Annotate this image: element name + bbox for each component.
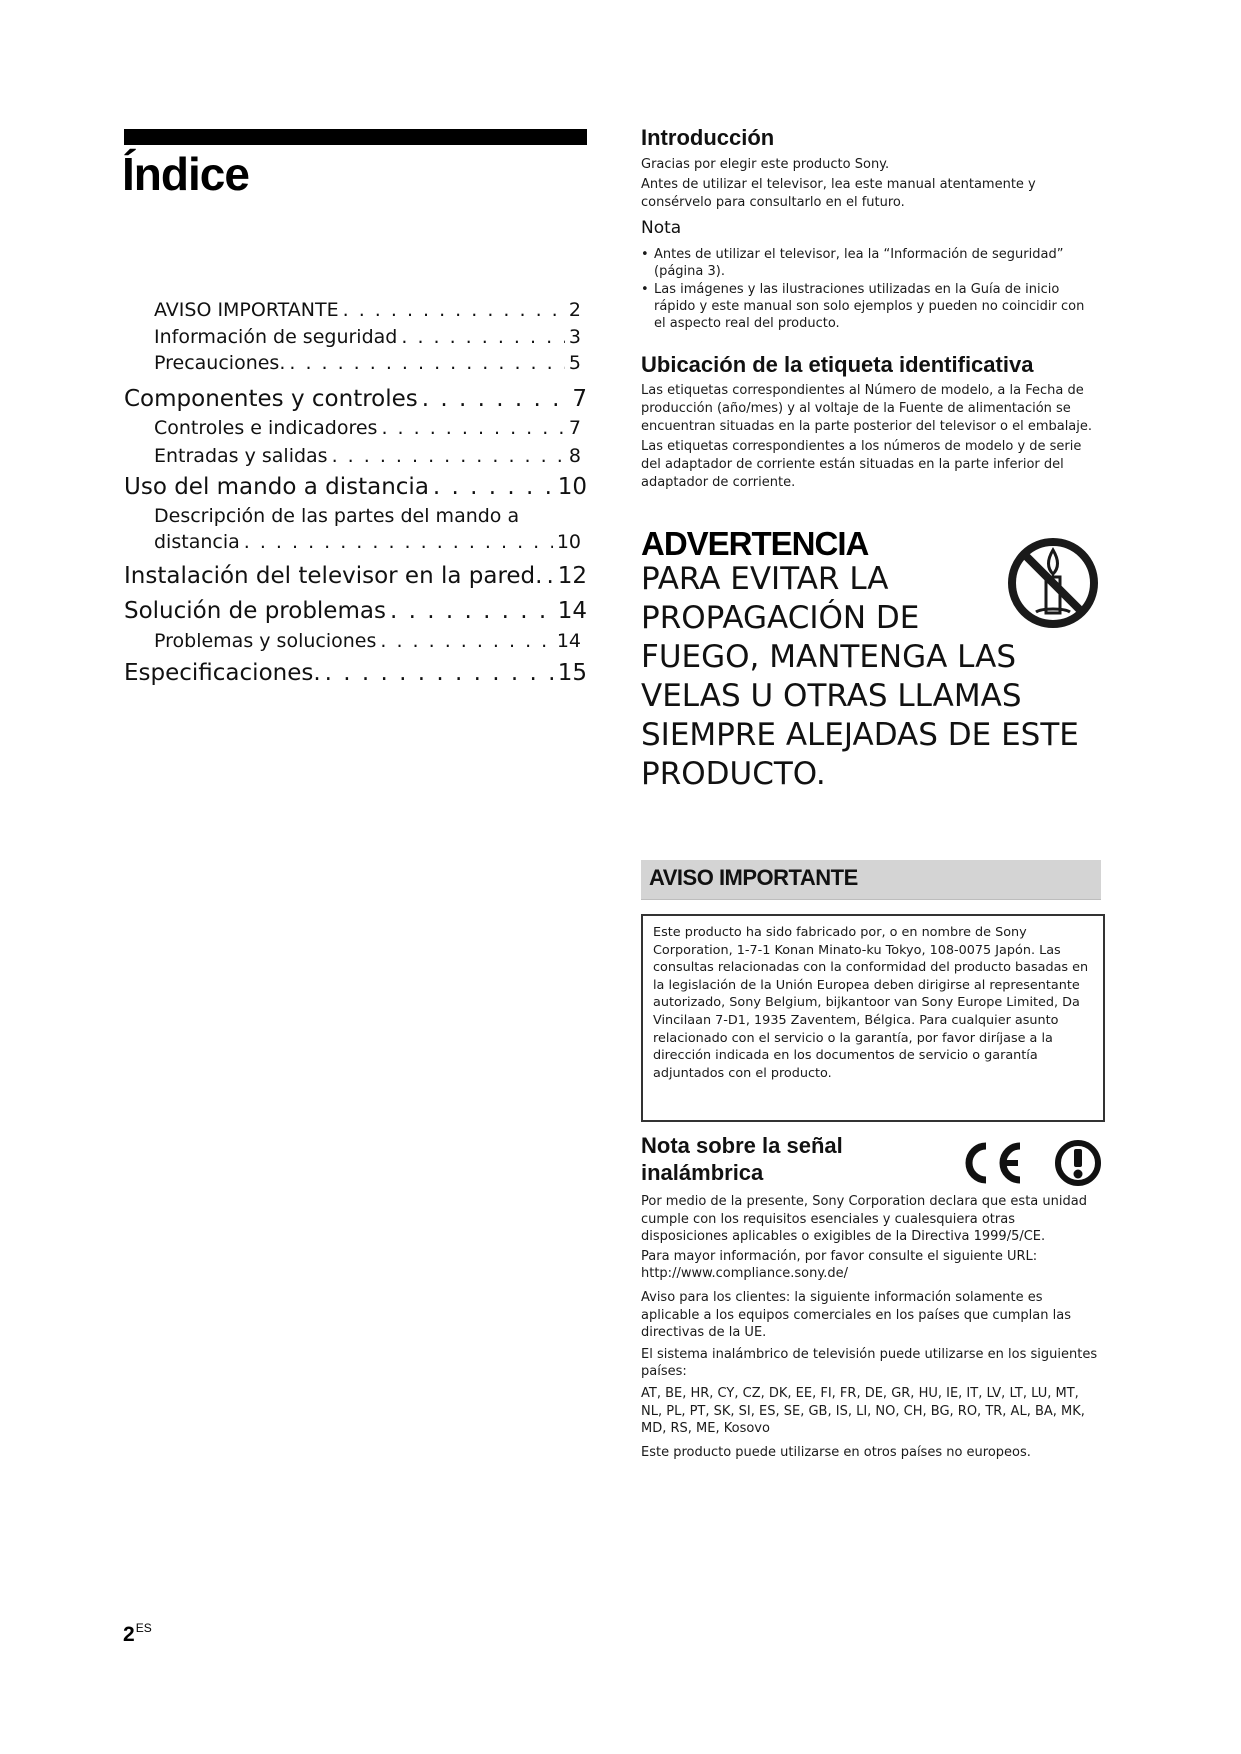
toc-entry-label: Problemas y soluciones [154, 630, 377, 652]
label-location-body [641, 382, 1101, 494]
toc-entry-label: Información de seguridad [154, 326, 398, 348]
note-list [641, 246, 1096, 333]
toc-entry-page: 5 [568, 352, 581, 374]
toc-entry-page: 10 [556, 531, 581, 553]
toc-entry-aviso-importante[interactable] [154, 299, 581, 321]
intro-paragraph: Antes de utilizar el televisor, lea este manual atentamente y consérvelo para consultarlo en el futuro. [641, 177, 1036, 210]
toc-entry-page: 7 [568, 417, 581, 439]
toc-entry-especificaciones[interactable] [124, 660, 587, 686]
warning-line: PRODUCTO. [641, 756, 826, 792]
toc-entry-controles-indicadores[interactable] [154, 417, 581, 439]
toc-entry-label: Uso del mando a distancia [124, 474, 429, 500]
warning-line: SIEMPRE ALEJADAS DE ESTE [641, 717, 1079, 753]
warning-line: PROPAGACIÓN DE [641, 600, 920, 636]
warning-line: VELAS U OTRAS LLAMAS [641, 678, 1022, 714]
warning-heading: ADVERTENCIA [641, 525, 869, 562]
toc-entry-label: Precauciones. [154, 352, 286, 374]
note-heading: Nota [641, 218, 682, 238]
toc-entry-componentes-controles[interactable] [124, 386, 587, 412]
toc-entry-page: 14 [557, 598, 587, 624]
toc-entry-label: Entradas y salidas [154, 445, 328, 467]
page-language-suffix: ES [135, 1621, 152, 1635]
toc-entry-page: 12 [557, 563, 587, 589]
alert-class-2-icon [1058, 1143, 1098, 1183]
toc-entry-informacion-seguridad[interactable] [154, 326, 581, 348]
toc-entry-page: 10 [557, 474, 587, 500]
toc-entry-page: 2 [568, 299, 581, 321]
note-item: • Antes de utilizar el televisor, lea la “Información de seguridad” (página 3). [641, 246, 1096, 280]
wireless-heading-line2: inalámbrica [641, 1160, 764, 1185]
toc-entry-precauciones[interactable] [154, 352, 581, 374]
wireless-paragraph: Aviso para los clientes: la siguiente información solamente es aplicable a los equipos comerciales en los países que cumplan las directivas de la UE. [641, 1289, 1071, 1341]
wireless-country-list: AT, BE, HR, CY, CZ, DK, EE, FI, FR, DE, GR, HU, IE, IT, LV, LT, LU, MT, NL, PL, PT, SK, SI, ES, SE, GB, IS, LI, NO, CH, BG, RO, TR, AL, BA, MK, MD, RS, ME, Kosovo [641, 1385, 1085, 1437]
intro-paragraph: Gracias por elegir este producto Sony. [641, 157, 890, 172]
warning-line: PARA EVITAR LA [641, 561, 889, 597]
toc-entry-descripcion-mando-line2[interactable] [154, 531, 581, 553]
toc-entry-uso-mando[interactable] [124, 474, 587, 500]
index-title: Índice [122, 148, 249, 200]
important-notice-banner [641, 860, 1101, 900]
label-location-paragraph: Las etiquetas correspondientes a los números de modelo y de serie del adaptador de corriente están situadas en la parte inferior del adaptador de corriente. [641, 439, 1082, 490]
toc-entry-label: AVISO IMPORTANTE [154, 299, 339, 321]
label-location-paragraph: Las etiquetas correspondientes al Número de modelo, a la Fecha de producción (año/mes) y al voltaje de la Fuente de alimentación se encuentran situadas en la parte posterior del televisor o el embalaje. [641, 383, 1093, 434]
toc-entry-page: 7 [572, 386, 587, 412]
wireless-paragraph: Por medio de la presente, Sony Corporation declara que esta unidad cumple con los requisitos esenciales y cualesquiera otras disposiciones aplicables o exigibles de la Directiva 1999/5/CE. [641, 1194, 1087, 1245]
wireless-heading-line1: Nota sobre la señal [641, 1133, 843, 1158]
page-number: $2^{ES}$ [123, 1621, 152, 1646]
toc-entry-page: 8 [568, 445, 581, 467]
wireless-paragraph: El sistema inalámbrico de televisión puede utilizarse en los siguientes países: [641, 1346, 1098, 1380]
index-heading-rule [124, 129, 587, 145]
toc-entry-page: 14 [556, 630, 581, 652]
toc-entry-descripcion-mando-line1[interactable]: Descripción de las partes del mando a [154, 505, 520, 527]
toc-entry-page: 3 [568, 326, 581, 348]
toc-entry-label: Especificaciones. [124, 660, 321, 686]
important-notice-heading: AVISO IMPORTANTE [649, 865, 858, 890]
toc-entry-entradas-salidas[interactable] [154, 445, 581, 467]
toc-entry-label: distancia [154, 531, 240, 553]
wireless-paragraph: Este producto puede utilizarse en otros países no europeos. [641, 1444, 1031, 1460]
note-item: • Las imágenes y las ilustraciones utilizadas en la Guía de inicio rápido y este manual son solo ejemplos y pueden no coincidir con el aspecto real del producto. [641, 281, 1096, 332]
toc-entry-problemas-soluciones[interactable] [154, 630, 581, 652]
wireless-body [641, 1193, 1101, 1463]
compliance-marks [956, 1138, 1104, 1188]
toc-entry-instalacion-pared[interactable] [124, 563, 587, 589]
ce-mark-icon [969, 1146, 1020, 1180]
label-location-heading: Ubicación de la etiqueta identificativa [641, 352, 1034, 377]
intro-heading: Introducción [641, 125, 775, 150]
important-notice-box: Este producto ha sido fabricado por, o en nombre de Sony Corporation, 1-7-1 Konan Minato-ku Tokyo, 108-0075 Japón. Las consultas relacionadas con la conformidad del producto basadas en la legislación de la Unión Europea deben dirigirse al representante autorizado, Sony Belgium, bijkantoor van Sony Europe Limited, Da Vincilaan 7-D1, 1935 Zaventem, Bélgica. Para cualquier asunto relacionado con el servicio o la garantía, por favor diríjase a la dirección indicada en los documentos de servicio o garantía adjuntados con el producto. [641, 914, 1105, 1122]
toc-entry-label: Controles e indicadores [154, 417, 378, 439]
toc-entry-solucion-problemas[interactable] [124, 598, 587, 624]
warning-line: FUEGO, MANTENGA LAS [641, 639, 1017, 675]
toc-entry-label: Componentes y controles [124, 386, 418, 412]
no-open-flame-icon [1006, 534, 1100, 632]
toc-entry-label: Instalación del televisor en la pared. [124, 563, 543, 589]
toc-entry-page: 15 [557, 660, 587, 686]
toc-entry-label: Solución de problemas [124, 598, 386, 624]
wireless-paragraph: Para mayor información, por favor consulte el siguiente URL: http://www.compliance.sony.de/ [641, 1248, 1038, 1282]
intro-body [641, 156, 1096, 214]
